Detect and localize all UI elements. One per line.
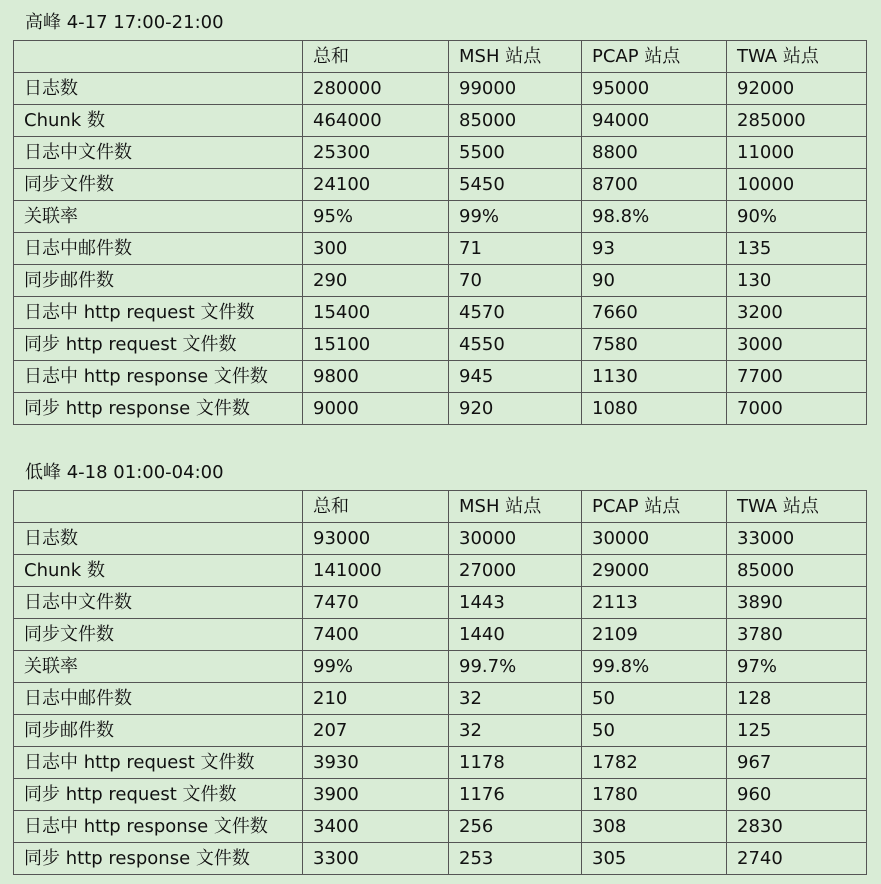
total-cell: 25300 bbox=[303, 137, 449, 169]
twa-cell: 130 bbox=[727, 265, 867, 297]
pcap-cell: 8700 bbox=[582, 169, 727, 201]
table-row bbox=[14, 715, 867, 747]
total-cell: 300 bbox=[303, 233, 449, 265]
table-row bbox=[14, 329, 867, 361]
total-cell: 290 bbox=[303, 265, 449, 297]
msh-cell: 920 bbox=[449, 393, 582, 425]
row-label-cell: 同步文件数 bbox=[14, 169, 303, 201]
header-cell-blank bbox=[14, 41, 303, 73]
table-row bbox=[14, 587, 867, 619]
pcap-cell: 7660 bbox=[582, 297, 727, 329]
table-header-row bbox=[14, 491, 867, 523]
twa-cell: 2830 bbox=[727, 811, 867, 843]
header-cell-twa: TWA 站点 bbox=[727, 41, 867, 73]
total-cell: 464000 bbox=[303, 105, 449, 137]
msh-cell: 253 bbox=[449, 843, 582, 875]
twa-cell: 285000 bbox=[727, 105, 867, 137]
total-cell: 15100 bbox=[303, 329, 449, 361]
twa-cell: 92000 bbox=[727, 73, 867, 105]
header-cell-blank bbox=[14, 491, 303, 523]
table-row bbox=[14, 523, 867, 555]
pcap-cell: 93 bbox=[582, 233, 727, 265]
header-cell-msh: MSH 站点 bbox=[449, 41, 582, 73]
row-label-cell: Chunk 数 bbox=[14, 105, 303, 137]
low-table bbox=[13, 490, 867, 875]
msh-cell: 99.7% bbox=[449, 651, 582, 683]
total-cell: 7400 bbox=[303, 619, 449, 651]
total-cell: 9000 bbox=[303, 393, 449, 425]
table-row bbox=[14, 747, 867, 779]
msh-cell: 85000 bbox=[449, 105, 582, 137]
total-cell: 3900 bbox=[303, 779, 449, 811]
twa-cell: 7700 bbox=[727, 361, 867, 393]
row-label-cell: 同步 http response 文件数 bbox=[14, 393, 303, 425]
twa-cell: 3890 bbox=[727, 587, 867, 619]
twa-cell: 7000 bbox=[727, 393, 867, 425]
twa-cell: 33000 bbox=[727, 523, 867, 555]
msh-cell: 32 bbox=[449, 683, 582, 715]
msh-cell: 945 bbox=[449, 361, 582, 393]
twa-cell: 10000 bbox=[727, 169, 867, 201]
pcap-cell: 308 bbox=[582, 811, 727, 843]
msh-cell: 5500 bbox=[449, 137, 582, 169]
header-cell-total: 总和 bbox=[303, 491, 449, 523]
pcap-cell: 30000 bbox=[582, 523, 727, 555]
table-row bbox=[14, 779, 867, 811]
twa-cell: 11000 bbox=[727, 137, 867, 169]
row-label-cell: 日志数 bbox=[14, 73, 303, 105]
msh-cell: 99% bbox=[449, 201, 582, 233]
row-label-cell: 日志中 http request 文件数 bbox=[14, 747, 303, 779]
header-cell-msh: MSH 站点 bbox=[449, 491, 582, 523]
pcap-cell: 7580 bbox=[582, 329, 727, 361]
total-cell: 95% bbox=[303, 201, 449, 233]
low-table-body bbox=[14, 491, 867, 875]
twa-cell: 3000 bbox=[727, 329, 867, 361]
total-cell: 15400 bbox=[303, 297, 449, 329]
total-cell: 3300 bbox=[303, 843, 449, 875]
row-label-cell: 日志数 bbox=[14, 523, 303, 555]
total-cell: 280000 bbox=[303, 73, 449, 105]
table-row bbox=[14, 361, 867, 393]
twa-cell: 135 bbox=[727, 233, 867, 265]
twa-cell: 2740 bbox=[727, 843, 867, 875]
row-label-cell: 日志中 http response 文件数 bbox=[14, 811, 303, 843]
table-row bbox=[14, 105, 867, 137]
msh-cell: 4550 bbox=[449, 329, 582, 361]
pcap-cell: 29000 bbox=[582, 555, 727, 587]
table-row bbox=[14, 137, 867, 169]
pcap-cell: 95000 bbox=[582, 73, 727, 105]
msh-cell: 27000 bbox=[449, 555, 582, 587]
table-row bbox=[14, 811, 867, 843]
msh-cell: 99000 bbox=[449, 73, 582, 105]
row-label-cell: 同步 http request 文件数 bbox=[14, 779, 303, 811]
total-cell: 3930 bbox=[303, 747, 449, 779]
pcap-cell: 1130 bbox=[582, 361, 727, 393]
twa-cell: 3200 bbox=[727, 297, 867, 329]
peak-caption: 高峰 4-17 17:00-21:00 bbox=[25, 12, 224, 33]
twa-cell: 90% bbox=[727, 201, 867, 233]
table-row bbox=[14, 233, 867, 265]
msh-cell: 1176 bbox=[449, 779, 582, 811]
row-label-cell: 同步 http request 文件数 bbox=[14, 329, 303, 361]
row-label-cell: Chunk 数 bbox=[14, 555, 303, 587]
pcap-cell: 98.8% bbox=[582, 201, 727, 233]
total-cell: 210 bbox=[303, 683, 449, 715]
table-row bbox=[14, 651, 867, 683]
msh-cell: 1178 bbox=[449, 747, 582, 779]
msh-cell: 70 bbox=[449, 265, 582, 297]
pcap-cell: 99.8% bbox=[582, 651, 727, 683]
pcap-cell: 1780 bbox=[582, 779, 727, 811]
row-label-cell: 日志中 http response 文件数 bbox=[14, 361, 303, 393]
table-row bbox=[14, 555, 867, 587]
table-header-row bbox=[14, 41, 867, 73]
row-label-cell: 同步邮件数 bbox=[14, 715, 303, 747]
table-row bbox=[14, 73, 867, 105]
table-row bbox=[14, 201, 867, 233]
twa-cell: 128 bbox=[727, 683, 867, 715]
total-cell: 9800 bbox=[303, 361, 449, 393]
row-label-cell: 日志中 http request 文件数 bbox=[14, 297, 303, 329]
row-label-cell: 同步邮件数 bbox=[14, 265, 303, 297]
msh-cell: 4570 bbox=[449, 297, 582, 329]
table-row bbox=[14, 169, 867, 201]
msh-cell: 1443 bbox=[449, 587, 582, 619]
total-cell: 141000 bbox=[303, 555, 449, 587]
msh-cell: 256 bbox=[449, 811, 582, 843]
total-cell: 93000 bbox=[303, 523, 449, 555]
table-row bbox=[14, 393, 867, 425]
header-cell-total: 总和 bbox=[303, 41, 449, 73]
pcap-cell: 1080 bbox=[582, 393, 727, 425]
twa-cell: 960 bbox=[727, 779, 867, 811]
total-cell: 3400 bbox=[303, 811, 449, 843]
pcap-cell: 8800 bbox=[582, 137, 727, 169]
table-row bbox=[14, 265, 867, 297]
msh-cell: 71 bbox=[449, 233, 582, 265]
peak-table-body bbox=[14, 41, 867, 425]
row-label-cell: 日志中邮件数 bbox=[14, 683, 303, 715]
row-label-cell: 同步文件数 bbox=[14, 619, 303, 651]
total-cell: 7470 bbox=[303, 587, 449, 619]
table-row bbox=[14, 843, 867, 875]
pcap-cell: 50 bbox=[582, 715, 727, 747]
peak-table bbox=[13, 40, 867, 425]
row-label-cell: 日志中文件数 bbox=[14, 137, 303, 169]
pcap-cell: 305 bbox=[582, 843, 727, 875]
pcap-cell: 2113 bbox=[582, 587, 727, 619]
msh-cell: 30000 bbox=[449, 523, 582, 555]
pcap-cell: 1782 bbox=[582, 747, 727, 779]
pcap-cell: 94000 bbox=[582, 105, 727, 137]
twa-cell: 125 bbox=[727, 715, 867, 747]
row-label-cell: 日志中邮件数 bbox=[14, 233, 303, 265]
pcap-cell: 90 bbox=[582, 265, 727, 297]
table-row bbox=[14, 619, 867, 651]
row-label-cell: 关联率 bbox=[14, 651, 303, 683]
twa-cell: 97% bbox=[727, 651, 867, 683]
msh-cell: 1440 bbox=[449, 619, 582, 651]
low-caption: 低峰 4-18 01:00-04:00 bbox=[25, 462, 224, 483]
row-label-cell: 日志中文件数 bbox=[14, 587, 303, 619]
msh-cell: 32 bbox=[449, 715, 582, 747]
table-row bbox=[14, 297, 867, 329]
header-cell-pcap: PCAP 站点 bbox=[582, 41, 727, 73]
header-cell-pcap: PCAP 站点 bbox=[582, 491, 727, 523]
msh-cell: 5450 bbox=[449, 169, 582, 201]
twa-cell: 85000 bbox=[727, 555, 867, 587]
row-label-cell: 关联率 bbox=[14, 201, 303, 233]
row-label-cell: 同步 http response 文件数 bbox=[14, 843, 303, 875]
pcap-cell: 2109 bbox=[582, 619, 727, 651]
total-cell: 24100 bbox=[303, 169, 449, 201]
twa-cell: 3780 bbox=[727, 619, 867, 651]
total-cell: 207 bbox=[303, 715, 449, 747]
total-cell: 99% bbox=[303, 651, 449, 683]
pcap-cell: 50 bbox=[582, 683, 727, 715]
table-row bbox=[14, 683, 867, 715]
twa-cell: 967 bbox=[727, 747, 867, 779]
header-cell-twa: TWA 站点 bbox=[727, 491, 867, 523]
